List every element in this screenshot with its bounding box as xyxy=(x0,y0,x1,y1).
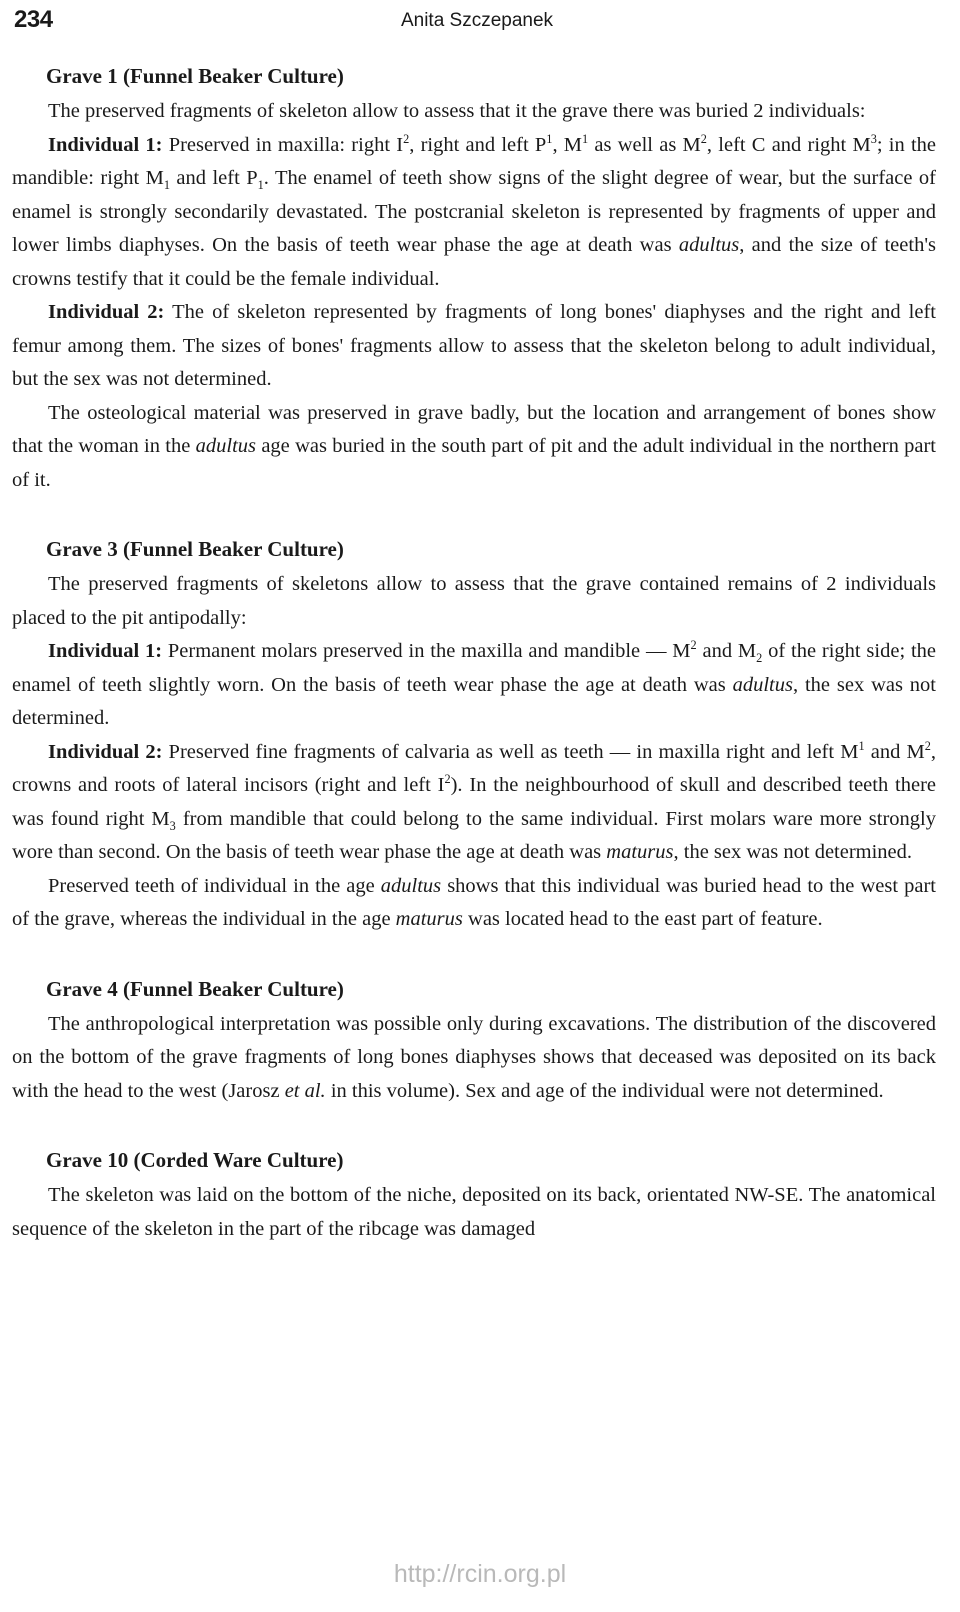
watermark-url: http://rcin.org.pl xyxy=(393,1560,567,1588)
grave-3-individual-2: Individual 2: Preserved fine fragments of calvaria as well as teeth — in maxilla right and left $M^1$ and $M^2$, crowns and roots of lateral incisors (right and left $I^2$). In the neighbourhood of skull and described teeth there was found right $M_3$ from mandible that could belong to the same individual. First molars ware more strongly wore than second. On the basis of teeth wear phase the age at death was maturus, the sex was not determined. xyxy=(12,738,937,863)
page-body xyxy=(12,60,936,1282)
grave-1-section xyxy=(12,60,936,497)
grave-10-section xyxy=(12,1144,936,1246)
grave-4-text: The anthropological interpretation was possible only during excavations. The distribution of the discovered on the bottom of the grave fragments of long bones diaphyses shows that deceased was deposited on its back with the head to the west (Jarosz et al. in this volume). Sex and age of the individual were not determined. xyxy=(12,1012,936,1102)
grave-4-heading: Grave 4 (Funnel Beaker Culture) xyxy=(46,976,344,1001)
individual-label: Individual 2: xyxy=(48,740,163,763)
grave-10-text: The skeleton was laid on the bottom of the niche, deposited on its back, orientated NW-SE. The anatomical sequence of the skeleton in the part of the ribcage was damaged xyxy=(12,1184,936,1240)
grave-3-heading: Grave 3 (Funnel Beaker Culture) xyxy=(46,537,344,561)
page-number: 234 xyxy=(14,6,53,33)
grave-1-summary: The osteological material was preserved in grave badly, but the location and arrangement of bones show that the woman in the adultus age was buried in the south part of pit and the adult individual in the northern part of it. xyxy=(12,401,936,491)
grave-3-intro: The preserved fragments of skeletons allow to assess that the grave contained remains of 2 individuals placed to the pit antipodally: xyxy=(12,573,936,629)
grave-1-individual-1: Individual 1: Preserved in maxilla: right $I^2$, right and left $P^1$, $M^1$ as well as $M^2$, left C and right $M^3$; in the mandible: right $M_1$ and left $P_1$. The enamel of teeth show signs of the slight degree of wear, but the surface of enamel is strongly secondarily devastated. The postcranial skeleton is represented by fragments of upper and lower limbs diaphyses. On the basis of teeth wear phase the age at death was adultus, and the size of teeth's crowns testify that it could be the female individual. xyxy=(12,131,936,290)
grave-1-intro: The preserved fragments of skeleton allow to assess that it the grave there was buried 2 individuals: xyxy=(48,100,866,122)
grave-3-individual-1: Individual 1: Permanent molars preserved in the maxilla and mandible — $M^2$ and $M_2$ of the right side; the enamel of teeth slightly worn. On the basis of teeth wear phase the age at death was adultus, the sex was not determined. xyxy=(12,638,937,729)
grave-10-heading: Grave 10 (Corded Ware Culture) xyxy=(46,1148,344,1172)
page-header xyxy=(14,6,940,40)
grave-1-individual-2: Individual 2: The of skeleton represented by fragments of long bones' diaphyses and the right and left femur among them. The sizes of bones' fragments allow to assess that the skeleton belong to adult individual, but the sex was not determined. xyxy=(12,301,936,390)
individual-label: Individual 2: xyxy=(48,301,165,323)
grave-3-summary: Preserved teeth of individual in the age adultus shows that this individual was buried head to the west part of the grave, whereas the individual in the age maturus was located head to the east part of feature. xyxy=(12,874,936,930)
grave-1-heading: Grave 1 (Funnel Beaker Culture) xyxy=(46,64,344,88)
individual-label: Individual 1: xyxy=(48,640,163,662)
grave-4-section xyxy=(12,973,936,1109)
individual-label: Individual 1: xyxy=(48,133,163,156)
running-head-author: Anita Szczepanek xyxy=(400,10,554,31)
grave-3-section xyxy=(12,533,936,937)
